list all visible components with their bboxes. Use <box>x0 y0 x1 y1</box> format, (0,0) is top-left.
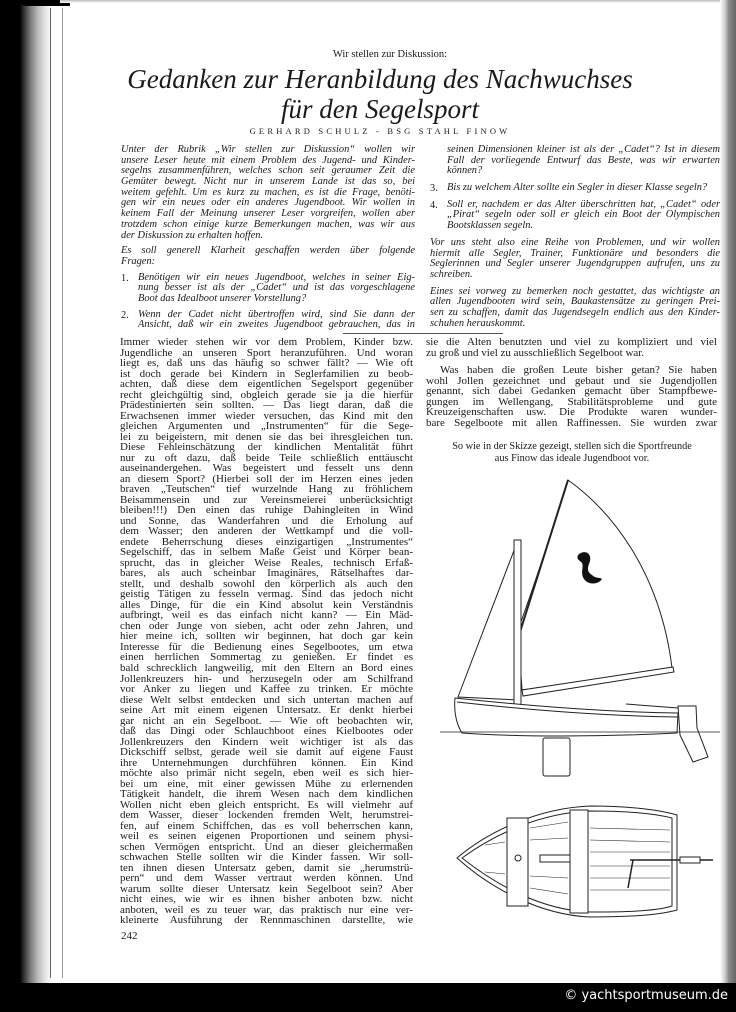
question-item <box>430 183 720 194</box>
text-line: bald schrecklich langweilig, mit den Eltern an Bord eines <box>120 661 413 674</box>
text-line: bei um eine, mit einer gewissen Mühe zu erlernenden <box>120 777 413 790</box>
paragraph <box>120 337 413 926</box>
text-line: aufbringt, weil es das einfach nicht kann? — Ein Mäd- <box>120 609 413 622</box>
question-item <box>121 310 415 331</box>
text-line: recht gleichgültig sind, obgleich gerade sie ja die hierfür <box>120 388 413 401</box>
paragraph <box>121 145 415 241</box>
text-line: Bis zu welchem Alter sollte ein Segler in dieser Klasse segeln? <box>447 182 708 194</box>
paragraph <box>430 238 720 281</box>
page-number: 242 <box>121 930 138 942</box>
text-line: Segelschiff, das in selbem Maße Geist und Körper bean- <box>120 546 413 559</box>
rudder <box>678 706 708 762</box>
text-line: Fragen: <box>121 255 156 267</box>
text-line: „Pirat“ segeln oder soll er gleich ein Boot der Olympischen <box>447 209 720 221</box>
text-line: kleinerte Ausführung der Rennmaschinen darstellte, wie <box>120 914 413 927</box>
text-line: sen zu schaffen, damit das Jugendsegeln endlich aus den Kinder- <box>430 306 720 318</box>
paragraph <box>426 365 717 428</box>
text-line: stellt, und deshalb sowohl den körperlich als auch den <box>120 577 413 590</box>
text-line: diese Welt selbst entdecken und sich untertan machen auf <box>120 693 413 706</box>
text-line: daß das Dingi oder Schlauchboot eines Kielbootes oder <box>120 725 413 738</box>
text-line: Ansicht, daß wir ein zweites Jugendboot gebrauchen, das in <box>138 319 415 331</box>
text-line: alles Dinge, für die ein Kind absolut kein Verständnis <box>120 598 413 611</box>
item-number: 4. <box>430 199 438 211</box>
text-line: lei zu beigeistern, mit denen sie das bei ihresgleichen tun. <box>120 430 413 443</box>
item-number: 3. <box>430 183 438 195</box>
paragraph <box>426 337 717 358</box>
text-line: weil es seinen eigenen Proportionen und seinem physi- <box>120 830 413 843</box>
text-line: schuhen herauskommt. <box>430 317 526 329</box>
hull <box>455 698 678 736</box>
text-line: Jugendliche an unseren Sport heranzuführen. Und woran <box>120 346 413 359</box>
text-line: bleiben!!!) Den einen das ruhige Dahingleiten in Wind <box>120 504 413 517</box>
text-line: fen, auf einem Schiffchen, das es voll beherrschen kann, <box>120 819 413 832</box>
text-line: zu groß und viel zu ausschließlich Segelboot war. <box>426 346 645 359</box>
item-number: 2. <box>121 309 129 321</box>
mainsail <box>518 480 672 690</box>
body-right-column <box>426 337 717 428</box>
text-line: Vor uns steht also eine Reihe von Problemen, und wir wollen <box>430 236 720 248</box>
paragraph <box>121 246 415 267</box>
kicker: Wir stellen zur Diskussion: <box>332 49 448 60</box>
text-line: Wollen nicht eben gleich entspricht. Es will vielmehr auf <box>120 798 413 811</box>
text-line: wohl Jollen gezeichnet und gebaut und sie Jugendjollen <box>426 374 717 387</box>
text-line: Bootsklassen segeln. <box>447 220 533 232</box>
article-title-line1: Gedanken zur Heranbildung des Nachwuchses <box>127 64 633 94</box>
footer-bar <box>0 983 736 1012</box>
text-line: anboten, weil es zu teuer war, das praktisch nur eine ver- <box>120 903 413 916</box>
copyright-notice: © yachtsportmuseum.de <box>564 988 728 1003</box>
text-line: warum sollte dieser Untersatz kein Segelboot sein? Aber <box>120 882 413 895</box>
text-line: dem Wasser; den anderen der Wettkampf und die voll- <box>120 525 413 538</box>
text-line: gar nicht an ein Segelboot. — Wie oft beobachten wir, <box>120 714 413 727</box>
text-line: ten ihnen diesen Untersatz geben, damit sie „herumstrü- <box>120 861 413 874</box>
text-line: können? <box>447 165 483 177</box>
text-line: Erwachsenen immer wieder versuchen, das Kind mit den <box>120 409 413 422</box>
text-line: allen Jugendbooten wird sein, Baukastensätze zu geringen Prei- <box>430 296 720 308</box>
text-line: sie die Alten benutzten und viel zu kompliziert und viel <box>426 336 717 348</box>
text-line: nicht eines, wie wir es ihnen bisher anboten bzw. nicht <box>120 893 413 906</box>
text-line: Es soll generell Klarheit geschaffen werden über folgende <box>121 245 415 257</box>
text-line: schreiben. <box>430 268 473 280</box>
text-line: auseinandergehen. Was begeistert und fesselt uns denn <box>120 462 413 475</box>
text-line: Immer wieder stehen wir vor dem Problem, Kinder bzw. <box>120 336 413 348</box>
text-line: ist doch gerade bei Kindern in Seglerfamilien zu beob- <box>120 367 413 380</box>
text-line: weitem gefehlt. Um es kurz zu machen, es ist die Frage, benöti- <box>121 186 415 198</box>
top-edge-shadow <box>60 0 736 3</box>
text-line: seinen Dimensionen kleiner ist als der „Cadet“? Ist in diesem <box>447 144 720 155</box>
text-line: Eines sei vorweg zu bemerken noch gestattet, das wichtigste an <box>430 285 720 297</box>
mid-thwart <box>570 810 588 913</box>
text-line: bare Segelboote mit allen Raffinessen. Sie wurden zwar <box>426 416 717 429</box>
text-line: Gemüter bewegt. Nicht nur in unserem Lande ist das so, bei <box>121 176 415 188</box>
page-edge-line <box>62 8 63 978</box>
text-line: liegt es, daß uns das häufig so schwer fällt? — Wie oft <box>120 357 413 370</box>
tiller <box>626 704 678 708</box>
side-view <box>440 480 720 776</box>
text-line: möchte also primär nicht segeln, eben weil es sich hier- <box>120 767 413 780</box>
text-line: Unter der Rubrik „Wir stellen zur Diskussion“ wollen wir <box>121 144 415 155</box>
text-line: Boot das Idealboot unserer Vorstellung? <box>138 292 307 304</box>
text-line: an diesem Sport? (Hierbei soll der im Herzen eines jeden <box>120 472 413 485</box>
plan-view <box>457 806 713 917</box>
text-line: Seglerinnen und Segler unserer Jugendgruppen aufrufen, uns zu <box>430 258 720 270</box>
text-line: Beisammensein und zur Vereinsmeierei unberücksichtigt <box>120 493 413 506</box>
text-line: trotzdem schon einige kurze Bemerkungen machen, was wir aus <box>121 218 415 230</box>
question-item <box>430 145 720 177</box>
text-line: achten, daß diese dem eigentlichen Segelsport gegenüber <box>120 378 413 391</box>
text-line: und Sonne, das Wanderfahren und die Erholung auf <box>120 514 413 527</box>
text-line: gungen im Wellengang, Stabilitätsprobleme und gute <box>426 395 717 408</box>
tiller-grip <box>680 857 700 863</box>
caption-line: So wie in der Skizze gezeigt, stellen sich die Sportfreunde <box>452 441 692 452</box>
text-line: gen wir ein neues oder ein anderes Jugendboot. Wir wollen in <box>121 197 415 209</box>
text-line: vor Anker zu liegen und Kaffee zu trinken. Er möchte <box>120 683 413 696</box>
text-line: ihre Unternehmungen durchführen können. Ein Kind <box>120 756 413 769</box>
book-spine-shadow <box>0 0 60 985</box>
figure-caption <box>426 441 718 465</box>
article-title-line2: für den Segelsport <box>281 94 479 124</box>
text-line: einen herrlichen Sommertag zu genießen. Er findet es <box>120 651 413 664</box>
body-left-column <box>120 337 413 926</box>
text-line: der Diskussion zu erhalten hoffen. <box>121 229 264 241</box>
question-item <box>121 273 415 305</box>
text-line: braven „Teutschen“ tief wurzelnde Hang zu fröhlichem <box>120 483 413 496</box>
fore-thwart <box>507 818 528 906</box>
text-line: Jollenkreuzers hin- und herzusegeln oder am Schilfrand <box>120 672 413 685</box>
text-line: schwachen Stelle sollten wir die Kinder fassen. Wir soll- <box>120 851 413 864</box>
text-line: Interesse für die Bedienung eines Segelbootes, um etwa <box>120 640 413 653</box>
item-number: 1. <box>121 272 129 284</box>
text-line: hiermit alle Segler, Trainer, Funktionäre und besonders die <box>430 247 720 259</box>
caption-line: aus Finow das ideale Jugendboot vor. <box>494 453 650 464</box>
text-line: unsere Leser heute mit einem Problem des Jugend- und Kinder- <box>121 154 415 166</box>
text-line: Kreuzeigenschaften usw. Die Produkte waren wunder- <box>426 406 717 419</box>
text-line: gleichen Argumenten und „Instrumenten“ für die Sege- <box>120 420 413 433</box>
text-line: Prädestinierten sein sollten. — Das liegt daran, daß die <box>120 399 413 412</box>
text-line: sprucht, das in gleicher Weise Reales, technisch Erfaß- <box>120 556 413 569</box>
text-line: Fall der vorliegende Entwurf das Beste, was wir erwarten <box>447 154 720 166</box>
text-line: genannt, sich dabei Gedanken gemacht über Stampfbewe- <box>426 385 717 398</box>
page-edge-line <box>50 8 51 978</box>
paragraph <box>430 287 720 330</box>
text-line: geistig Tätigen zu fesseln vermag. Sind das jedoch nicht <box>120 588 413 601</box>
text-line: endete Beherrschung dieses einzigartigen „Instrumentes“ <box>120 535 413 548</box>
text-line: Wenn der Cadet nicht übertroffen wird, sind Sie dann der <box>138 308 415 320</box>
mast <box>514 540 521 708</box>
text-line: segelns zusammenführen, welches schon seit geraumer Zeit die <box>121 165 415 177</box>
intro-left-column <box>121 145 415 331</box>
text-line: Dickschiff selbst, gerade weil sie damit auf eigene Faust <box>120 746 413 759</box>
text-line: Tätigkeit handelt, die ihrem Wesen nach dem kindlichen <box>120 788 413 801</box>
question-item <box>430 200 720 232</box>
text-line: nur zu oft dazu, daß beide Teile schließlich enttäuscht <box>120 451 413 464</box>
text-line: seine Art mit einem eigenen Untersatz. Er denkt hierbei <box>120 704 413 717</box>
text-line: hier meine ich, sollten wir beginnen, hat doch gar kein <box>120 630 413 643</box>
text-line: nung besser ist als der „Cadet“ und ist das vorgeschlagene <box>138 282 415 294</box>
text-line: Diese Fehleinschätzung der kindlichen Mentalität führt <box>120 441 413 454</box>
intro-right-column <box>430 145 720 329</box>
centerboard <box>543 738 570 776</box>
section-divider <box>343 333 503 334</box>
text-line: dem Wasser, dieser lockenden fremden Welt, herumstrei- <box>120 809 413 822</box>
text-line: pern“ und dem Wasser vertraut werden können. Und <box>120 872 413 885</box>
text-line: Was haben die großen Leute bisher getan? Sie haben <box>440 364 717 377</box>
sailboat-sketch <box>440 478 730 928</box>
text-line: schen Vermögen entspricht. Und an dieser gleichermaßen <box>120 840 413 853</box>
text-line: bares, als auch scheinbar Imaginäres, Rätselhaftes dar- <box>120 567 413 580</box>
text-line: keinem Fall der Meinung unserer Leser vorgreifen, wollen aber <box>121 208 415 220</box>
jib <box>458 540 518 700</box>
text-line: Benötigen wir ein neues Jugendboot, welches in seiner Eig- <box>138 271 415 283</box>
text-line: Soll er, nachdem er das Alter überschritten hat, „Cadet“ oder <box>447 198 720 210</box>
text-line: Jollenkreuzers den Kindern weit wichtiger ist als das <box>120 735 413 748</box>
author-byline: GERHARD SCHULZ - BSG STAHL FINOW <box>249 126 511 136</box>
text-line: chen oder Junge von sieben, acht oder zehn Jahren, und <box>120 619 413 632</box>
